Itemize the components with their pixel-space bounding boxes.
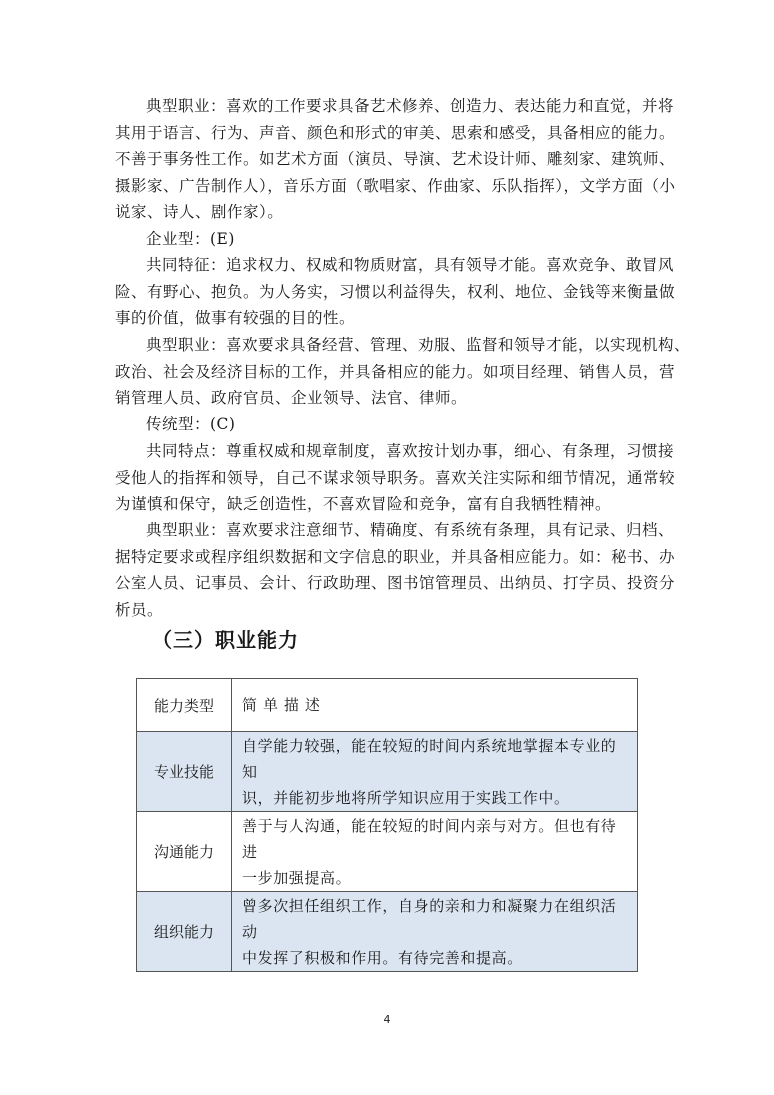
text-line: 险、有野心、抱负。为人务实，习惯以利益得失，权利、地位、金钱等来衡量做: [115, 282, 676, 301]
ability-table: [136, 678, 638, 972]
paragraph-artistic-occupations: [115, 93, 676, 226]
text-line: 典型职业：喜欢的工作要求具备艺术修养、创造力、表达能力和直觉，并将: [146, 97, 675, 115]
paragraph-enterprising-traits: [115, 252, 676, 332]
ability-type-cell: 专业技能: [137, 732, 232, 812]
header-cell-description: 简 单 描 述: [232, 679, 638, 732]
text-line: 说家、诗人、剧作家）。: [115, 203, 284, 221]
table-row: [137, 732, 638, 812]
ability-type-cell: 组织能力: [137, 892, 232, 972]
header-cell-type: 能力类型: [137, 679, 232, 732]
text-line: 企业型：(E): [146, 230, 235, 248]
text-line: 受他人的指挥和领导，自己不谋求领导职务。喜欢关注实际和细节情况，通常较: [115, 468, 676, 487]
text-line: 不善于事务性工作。如艺术方面（演员、导演、艺术设计师、雕刻家、建筑师、: [115, 150, 676, 168]
text-line: 共同特征：追求权力、权威和物质财富，具有领导才能。喜欢竞争、敢冒风: [146, 256, 675, 274]
paragraph-conventional-occupations: [115, 517, 676, 623]
text-line: 摄影家、广告制作人），音乐方面（歌唱家、作曲家、乐队指挥），文学方面（小: [115, 176, 676, 195]
description-line: 曾多次担任组织工作，自身的亲和力和凝聚力在组织活动: [242, 896, 617, 941]
description-line: 自学能力较强，能在较短的时间内系统地掌握本专业的知: [242, 736, 617, 781]
text-line: 典型职业：喜欢要求注意细节、精确度、有系统有条理，具有记录、归档、: [146, 521, 675, 539]
text-line: 传统型：(C): [146, 415, 236, 433]
table-row: [137, 812, 638, 892]
table-row: [137, 892, 638, 972]
text-line: 其用于语言、行为、声音、颜色和形式的审美、思索和感受，具备相应的能力。: [115, 123, 676, 142]
text-line: 析员。: [115, 600, 164, 619]
paragraph-enterprising-occupations: [115, 332, 691, 412]
description-line: 中发挥了积极和作用。有待完善和提高。: [242, 948, 523, 967]
ability-type-cell: 沟通能力: [137, 812, 232, 892]
description-line: 一步加强提高。: [242, 868, 352, 887]
ability-description-cell: [232, 812, 638, 892]
heading-enterprising-type: [115, 226, 660, 253]
text-line: 典型职业：喜欢要求具备经营、管理、劝服、监督和领导才能，以实现机构、: [146, 336, 691, 354]
ability-description-cell: [232, 732, 638, 812]
description-line: 识，并能初步地将所学知识应用于实践工作中。: [242, 788, 570, 807]
section-title: （三）职业能力: [152, 628, 299, 652]
text-line: 为谨慎和保守，缺乏创造性，不喜欢冒险和竞争，富有自我牺牲精神。: [115, 495, 612, 513]
text-line: 政治、社会及经济目标的工作，并具备相应的能力。如项目经理、销售人员，营: [115, 362, 676, 381]
text-line: 销管理人员、政府官员、企业领导、法官、律师。: [115, 389, 468, 407]
text-line: 公室人员、记事员、会计、行政助理、图书馆管理员、出纳员、打字员、投资分: [115, 574, 676, 592]
description-line: 善于与人沟通，能在较短的时间内亲与对方。但也有待进: [242, 816, 617, 861]
heading-conventional-type: [115, 411, 660, 438]
text-line: 事的价值，做事有较强的目的性。: [115, 309, 356, 327]
text-line: 据特定要求或程序组织数据和文字信息的职业，并具备相应能力。如：秘书、办: [115, 547, 676, 566]
page-number: 4: [383, 1013, 391, 1026]
ability-description-cell: [232, 892, 638, 972]
text-line: 共同特点：尊重权威和规章制度，喜欢按计划办事，细心、有条理，习惯接: [146, 442, 675, 460]
paragraph-conventional-traits: [115, 438, 676, 518]
table-header-row: [137, 679, 638, 732]
